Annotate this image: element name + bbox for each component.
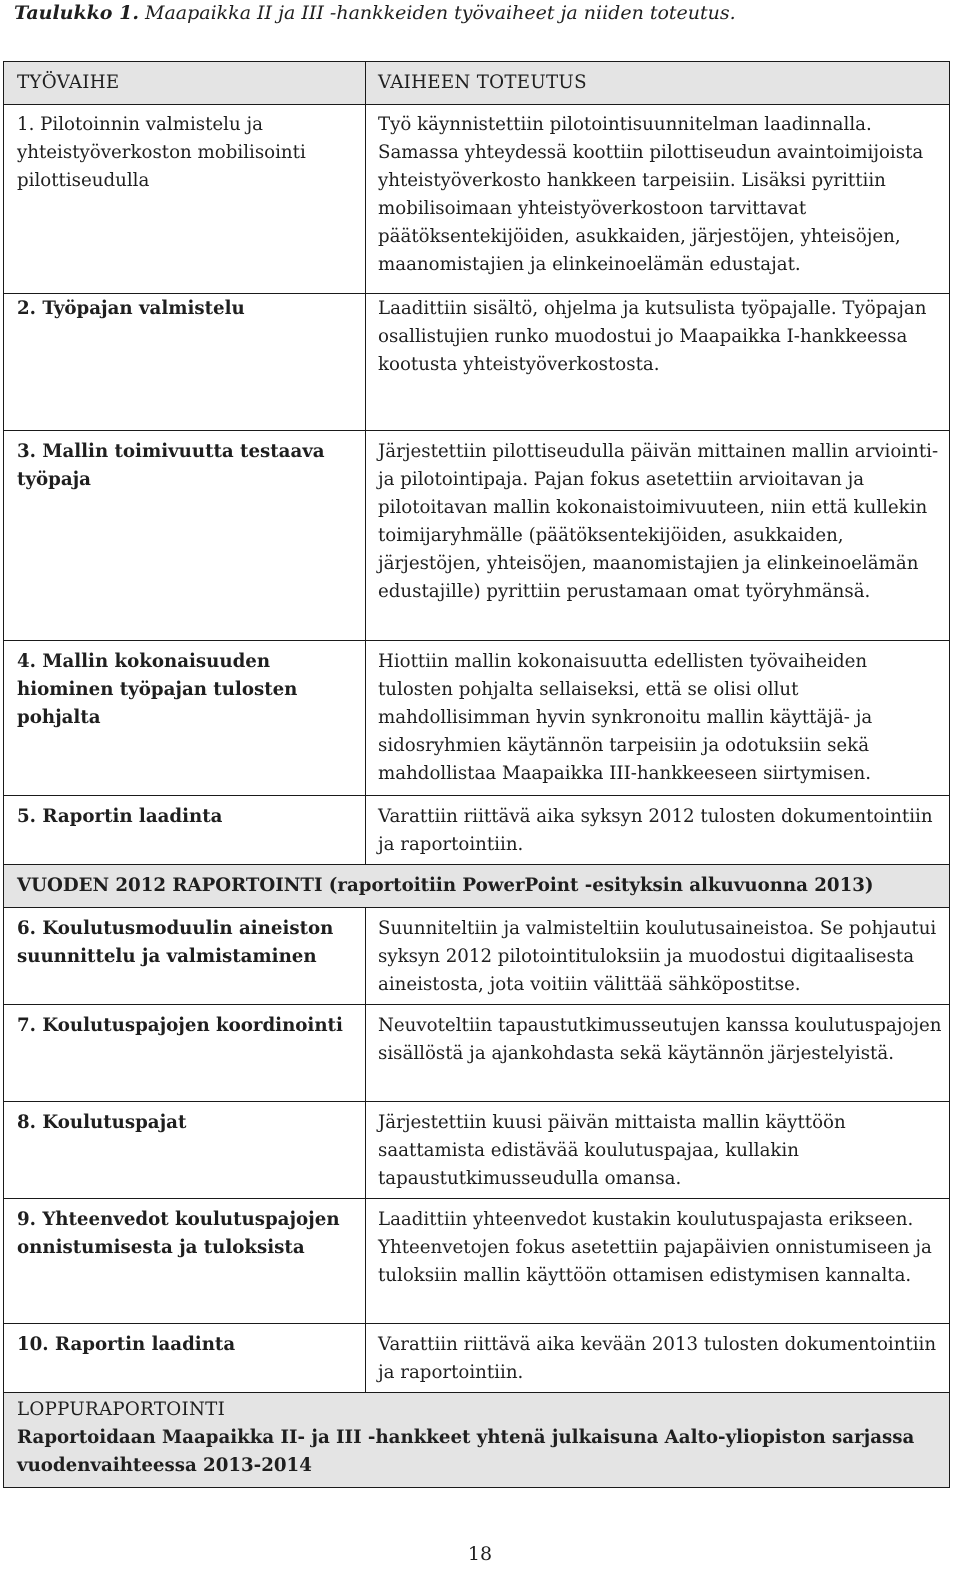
- header-phase: TYÖVAIHE: [4, 62, 366, 105]
- table-row: [4, 294, 950, 431]
- table-row: [4, 1324, 950, 1393]
- phase-cell: 10. Raportin laadinta: [4, 1324, 366, 1393]
- implementation-cell: Laadittiin sisältö, ohjelma ja kutsulista työpajalle. Työpajan osallistujien runko muodostui jo Maapaikka I-hankkeessa kootusta yhteistyöverkostosta.: [366, 294, 950, 431]
- implementation-cell: Varattiin riittävä aika syksyn 2012 tulosten dokumentointiin ja raportointiin.: [366, 796, 950, 865]
- final-report-text: Raportoidaan Maapaikka II- ja III -hankkeet yhtenä julkaisuna Aalto-yliopiston sarjassa vuodenvaihteessa 2013-2014: [17, 1427, 915, 1476]
- implementation-cell: Laadittiin yhteenvedot kustakin koulutuspajasta erikseen. Yhteenvetojen fokus asetettiin pajapäivien onnistumiseen ja tuloksiin mallin käyttöön ottamisen edistymisen kannalta.: [366, 1199, 950, 1324]
- section-band-row: [4, 865, 950, 908]
- table-header-row: [4, 62, 950, 105]
- caption-text: Maapaikka II ja III -hankkeiden työvaiheet ja niiden toteutus.: [144, 2, 736, 24]
- phases-table: [3, 61, 950, 1488]
- phase-cell: 5. Raportin laadinta: [4, 796, 366, 865]
- phase-cell: 1. Pilotoinnin valmistelu ja yhteistyöverkoston mobilisointi pilottiseudulla: [4, 105, 366, 294]
- phase-cell: 3. Mallin toimivuutta testaava työpaja: [4, 431, 366, 641]
- table-row: [4, 431, 950, 641]
- table-row: [4, 105, 950, 294]
- table-row: [4, 908, 950, 1005]
- implementation-cell: Järjestettiin kuusi päivän mittaista mallin käyttöön saattamista edistävää koulutuspajaa, kullakin tapaustutkimusseudulla omansa.: [366, 1102, 950, 1199]
- table-row: [4, 1005, 950, 1102]
- final-report-cell: [4, 1393, 950, 1488]
- table-row: [4, 1102, 950, 1199]
- phase-cell: 8. Koulutuspajat: [4, 1102, 366, 1199]
- header-implementation: VAIHEEN TOTEUTUS: [366, 62, 950, 105]
- table-caption: [14, 2, 950, 24]
- phase-cell: 7. Koulutuspajojen koordinointi: [4, 1005, 366, 1102]
- implementation-cell: Suunniteltiin ja valmisteltiin koulutusaineistoa. Se pohjautui syksyn 2012 pilotointituloksiin ja muodostui digitaalisesta aineistosta, jota voitiin välittää sähköpostitse.: [366, 908, 950, 1005]
- table-row: [4, 796, 950, 865]
- table-row: [4, 1199, 950, 1324]
- implementation-cell: Neuvoteltiin tapaustutkimusseutujen kanssa koulutuspajojen sisällöstä ja ajankohdasta sekä käytännön järjestelyistä.: [366, 1005, 950, 1102]
- implementation-cell: Hiottiin mallin kokonaisuutta edellisten työvaiheiden tulosten pohjalta sellaiseksi, että se olisi ollut mahdollisimman hyvin synkronoitu mallin käyttäjä- ja sidosryhmien käytännön tarpeisiin ja odotuksiin sekä mahdollistaa Maapaikka III-hankkeeseen siirtymisen.: [366, 641, 950, 796]
- implementation-cell: Varattiin riittävä aika kevään 2013 tulosten dokumentointiin ja raportointiin.: [366, 1324, 950, 1393]
- implementation-cell: Järjestettiin pilottiseudulla päivän mittainen mallin arviointi- ja pilotointipaja. Pajan fokus asetettiin arvioitavan ja pilotoitavan mallin kokonaistoimivuuteen, niin että kullekin toimijaryhmälle (päätöksentekijöiden, asukkaiden, järjestöjen, yhteisöjen, maanomistajien ja elinkeinoelämän edustajille) pyrittiin perustamaan omat työryhmänsä.: [366, 431, 950, 641]
- final-report-row: [4, 1393, 950, 1488]
- phase-cell: 4. Mallin kokonaisuuden hiominen työpajan tulosten pohjalta: [4, 641, 366, 796]
- phase-cell: 9. Yhteenvedot koulutuspajojen onnistumisesta ja tuloksista: [4, 1199, 366, 1324]
- final-report-title: LOPPURAPORTOINTI: [17, 1399, 226, 1420]
- phase-cell: 2. Työpajan valmistelu: [4, 294, 366, 431]
- implementation-cell: Työ käynnistettiin pilotointisuunnitelman laadinnalla. Samassa yhteydessä koottiin pilottiseudun avaintoimijoista yhteistyöverkosto hankkeen tarpeisiin. Lisäksi pyrittiin mobilisoimaan yhteistyöverkostoon tarvittavat päätöksentekijöiden, asukkaiden, järjestöjen, yhteisöjen, maanomistajien ja elinkeinoelämän edustajat.: [366, 105, 950, 294]
- page-number: 18: [467, 1543, 493, 1565]
- table-row: [4, 641, 950, 796]
- caption-label: Taulukko 1.: [14, 2, 139, 24]
- section-band: VUODEN 2012 RAPORTOINTI (raportoitiin PowerPoint -esityksin alkuvuonna 2013): [4, 865, 950, 908]
- phase-cell: 6. Koulutusmoduulin aineiston suunnittelu ja valmistaminen: [4, 908, 366, 1005]
